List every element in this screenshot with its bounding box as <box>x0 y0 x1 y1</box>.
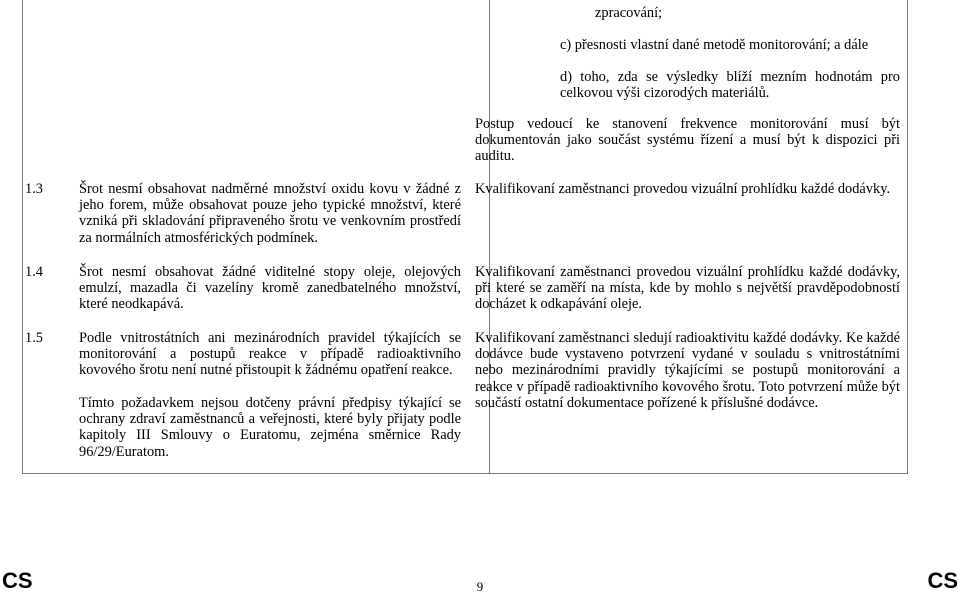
row-criterion: Šrot nesmí obsahovat nadměrné množství oxidu kovu v žádné z jeho forem, může obsahovat pouze jeho typické množství, které vzniká při skladování připraveného šrotu ve venkovním prostředí za normálních atmosférických podmínek. <box>79 181 461 246</box>
row-number: 1.4 <box>25 264 43 280</box>
continuation-fragment: zpracování; <box>595 5 663 21</box>
row-criterion: Šrot nesmí obsahovat žádné viditelné stopy oleje, olejových emulzí, mazadla či vazelíny kromě zanedbatelného množství, které neodkapává. <box>79 264 461 313</box>
row-check: Kvalifikovaní zaměstnanci sledují radioaktivitu každé dodávky. Ke každé dodávce bude vystaveno potvrzení vydané v souladu s vnitrostátními nebo mezinárodními pravidly týkajícími se postupů monitorování a reakce v případě radioaktivního kovového šrotu. Toto potvrzení může být součástí ostatní dokumentace pořízené k příslušné dodávce. <box>475 330 900 411</box>
row-number: 1.3 <box>25 181 43 197</box>
language-code-right: CS <box>927 568 958 593</box>
row-number: 1.5 <box>25 330 43 346</box>
row-criterion-note: Tímto požadavkem nejsou dotčeny právní předpisy týkající se ochrany zdraví zaměstnanců a veřejnosti, které byly přijaty podle kapitoly III Smlouvy o Euratomu, zejména směrnice Rady 96/29/Euratom. <box>79 395 461 460</box>
monitoring-frequency-note: Postup vedoucí ke stanovení frekvence monitorování musí být dokumentován jako součást systému řízení a musí být k dispozici při auditu. <box>475 116 900 165</box>
list-item-d: d) toho, zda se výsledky blíží mezním hodnotám pro celkovou výši cizorodých materiálů. <box>560 69 900 102</box>
page-number: 9 <box>476 579 484 594</box>
row-check: Kvalifikovaní zaměstnanci provedou vizuální prohlídku každé dodávky. <box>475 181 891 197</box>
row-check: Kvalifikovaní zaměstnanci provedou vizuální prohlídku každé dodávky, při které se zaměří na místa, kde by mohlo s největší pravděpodobností docházet k odkapávání oleje. <box>475 264 900 313</box>
list-item-c: c) přesnosti vlastní dané metodě monitorování; a dále <box>560 37 869 53</box>
row-criterion: Podle vnitrostátních ani mezinárodních pravidel týkajících se monitorování a postupů reakce v případě radioaktivního kovového šrotu není nutné přistoupit k žádnému opatření reakce. <box>79 330 461 379</box>
language-code-left: CS <box>2 568 33 593</box>
